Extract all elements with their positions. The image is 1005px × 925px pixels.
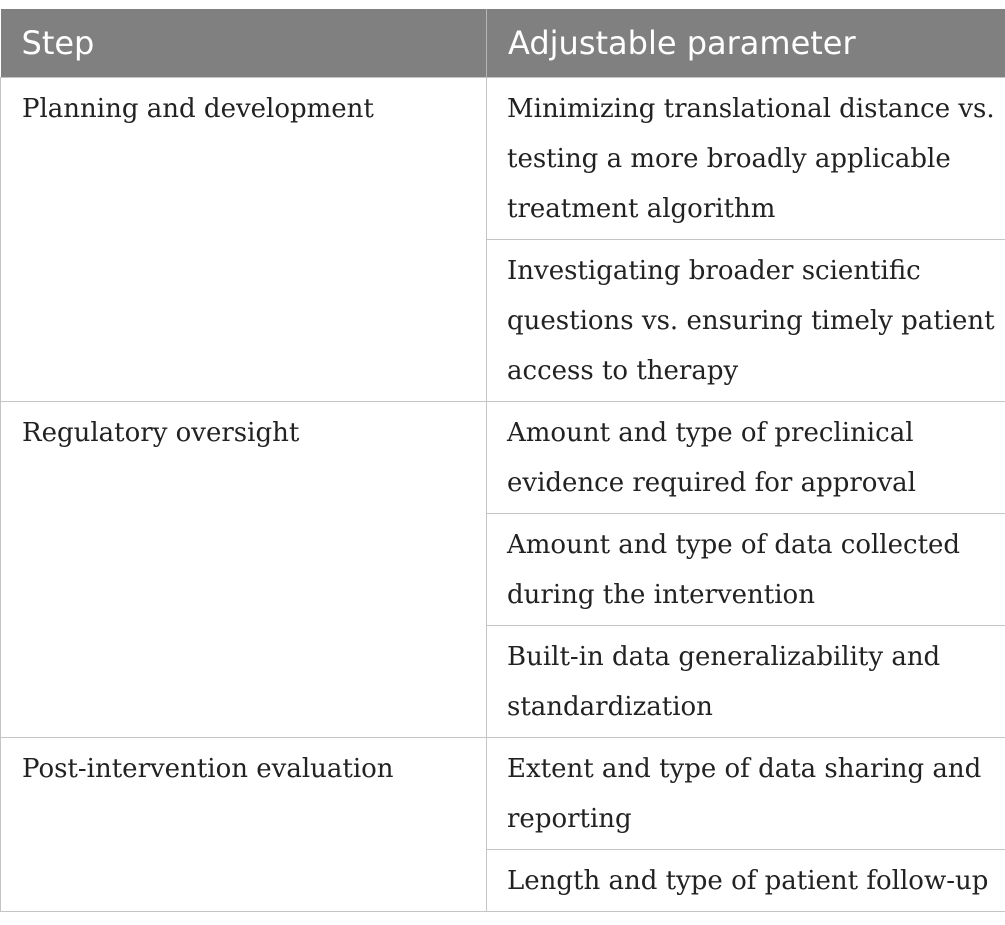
parameter-cell: Amount and type of data collected during the intervention [487, 514, 1005, 626]
table-row [1, 78, 1005, 240]
parameter-cell: Built-in data generalizability and standardization [487, 626, 1005, 738]
step-cell-post-intervention: Post-intervention evaluation [1, 738, 487, 912]
header-row [1, 9, 1005, 78]
parameter-cell: Minimizing translational distance vs. testing a more broadly applicable treatment algorithm [487, 78, 1005, 240]
header-step: Step [1, 9, 487, 78]
step-cell-regulatory: Regulatory oversight [1, 402, 487, 738]
parameters-table [0, 9, 1005, 912]
table-row [1, 402, 1005, 514]
parameter-cell: Investigating broader scientific questions vs. ensuring timely patient access to therapy [487, 240, 1005, 402]
header-adjustable-parameter: Adjustable parameter [487, 9, 1005, 78]
parameter-cell: Amount and type of preclinical evidence required for approval [487, 402, 1005, 514]
table-row [1, 738, 1005, 850]
parameter-cell: Length and type of patient follow-up [487, 850, 1005, 912]
step-cell-planning: Planning and development [1, 78, 487, 402]
parameter-cell: Extent and type of data sharing and reporting [487, 738, 1005, 850]
